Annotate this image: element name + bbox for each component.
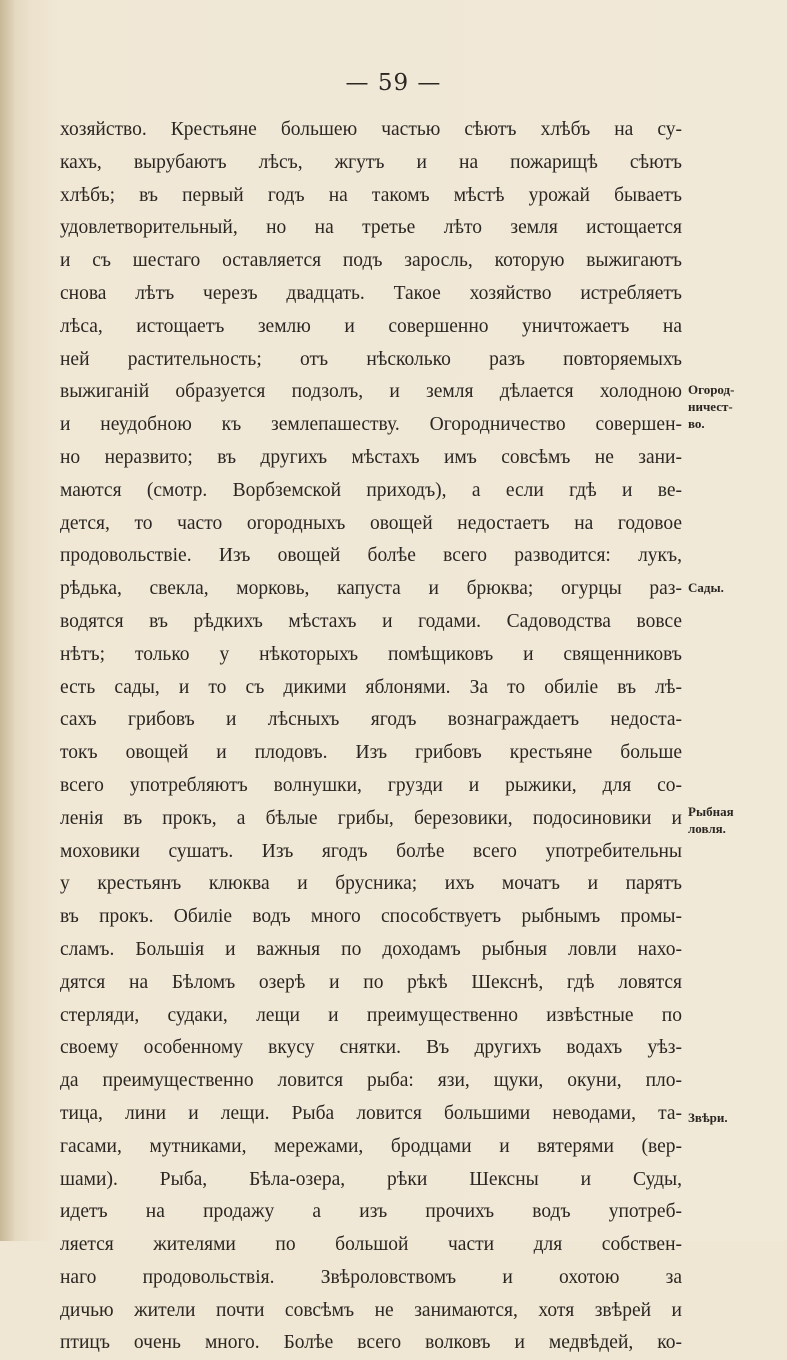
text-line: гасами, мутниками, мережами, бродцами и вятерями (вер- [60,1135,682,1157]
margin-note-line: ничест- [688,399,733,414]
text-line: идетъ на продажу а изъ прочихъ водъ употреб- [60,1201,682,1223]
text-line: выжиганій образуется подзолъ, и земля дѣлается холодною [60,381,682,403]
margin-note-fishing [688,803,784,837]
text-line: моховики сушатъ. Изъ ягодъ болѣе всего употребительны [60,840,682,862]
text-line: ней растительность; отъ нѣсколько разъ повторяемыхъ [60,348,682,370]
text-line: но неразвито; въ другихъ мѣстахъ имъ совсѣмъ не зани- [60,446,682,468]
text-line: ленія въ прокъ, а бѣлые грибы, березовики, подосиновики и [60,807,682,829]
text-line: водятся въ рѣдкихъ мѣстахъ и годами. Садоводства вовсе [60,610,682,632]
body-text [60,114,682,1360]
text-line: шами). Рыба, Бѣла-озера, рѣки Шексны и Суды, [60,1168,682,1190]
text-line: хозяйство. Крестьяне большею частью сѣютъ хлѣбъ на су- [60,119,682,140]
text-line: дичью жители почти совсѣмъ не занимаются, хотя звѣрей и [60,1299,682,1321]
text-line: токъ овощей и плодовъ. Изъ грибовъ крестьяне больше [60,742,682,764]
text-line: въ прокъ. Обиліе водъ много способствуетъ рыбнымъ промы- [60,906,682,928]
text-line: хлѣбъ; въ первый годъ на такомъ мѣстѣ урожай бываетъ [60,184,682,206]
text-line: рѣдька, свекла, морковь, капуста и брюква; огурцы раз- [60,578,682,600]
text-line: у крестьянъ клюква и брусника; ихъ мочатъ и парятъ [60,873,682,895]
text-line: маются (смотр. Ворбземской приходъ), а если гдѣ и ве- [60,479,682,501]
text-line: нѣтъ; только у нѣкоторыхъ помѣщиковъ и священниковъ [60,643,682,665]
text-line: снова лѣтъ черезъ двадцать. Такое хозяйство истребляетъ [60,282,682,304]
margin-note-line: Огород- [688,382,735,397]
text-line: стерляди, судаки, лещи и преимущественно извѣстные по [60,1004,682,1026]
margin-note-line: во. [688,416,705,431]
text-line: есть сады, и то съ дикими яблонями. За то обиліе въ лѣ- [60,676,682,698]
text-line: всего употребляютъ волнушки, грузди и рыжики, для со- [60,774,682,796]
text-line: продовольствіе. Изъ овощей болѣе всего разводится: лукъ, [60,545,682,567]
margin-note-line: Сады. [688,580,724,595]
text-line: сламъ. Большія и важныя по доходамъ рыбныя ловли нахо- [60,938,682,960]
page-number: — 59 — [345,70,442,96]
text-line: сахъ грибовъ и лѣсныхъ ягодъ вознаграждаетъ недоста- [60,709,682,731]
text-line: удовлетворительный, но на третье лѣто земля истощается [60,217,682,239]
text-line: да преимущественно ловится рыба: язи, щуки, окуни, пло- [60,1070,682,1092]
text-line: наго продовольствія. Звѣроловствомъ и охотою за [60,1266,682,1288]
text-line: кахъ, вырубаютъ лѣсъ, жгутъ и на пожарищѣ сѣютъ [60,151,682,173]
margin-note-animals [688,1109,784,1126]
text-line: птицъ очень много. Болѣе всего волковъ и медвѣдей, ко- [60,1332,682,1354]
text-line: дется, то часто огородныхъ овощей недостаетъ на годовое [60,512,682,534]
text-line: своему особенному вкусу снятки. Въ другихъ водахъ уѣз- [60,1037,682,1059]
margin-note-line: Рыбная [688,804,734,819]
text-line: ляется жителями по большой части для собствен- [60,1234,682,1256]
text-line: тица, лини и лещи. Рыба ловится большими неводами, та- [60,1102,682,1124]
margin-note-gardening [688,381,784,432]
text-line: и съ шестаго оставляется подъ заросль, которую выжигаютъ [60,250,682,272]
page-gutter-shadow [0,0,14,1241]
margin-note-line: Звѣри. [688,1110,728,1125]
text-line: лѣса, истощаетъ землю и совершенно уничтожаетъ на [60,315,682,337]
margin-note-orchards [688,579,784,596]
text-line: дятся на Бѣломъ озерѣ и по рѣкѣ Шекснѣ, гдѣ ловятся [60,971,682,993]
margin-note-line: ловля. [688,821,726,836]
text-line: и неудобною къ землепашеству. Огородничество совершен- [60,414,682,436]
